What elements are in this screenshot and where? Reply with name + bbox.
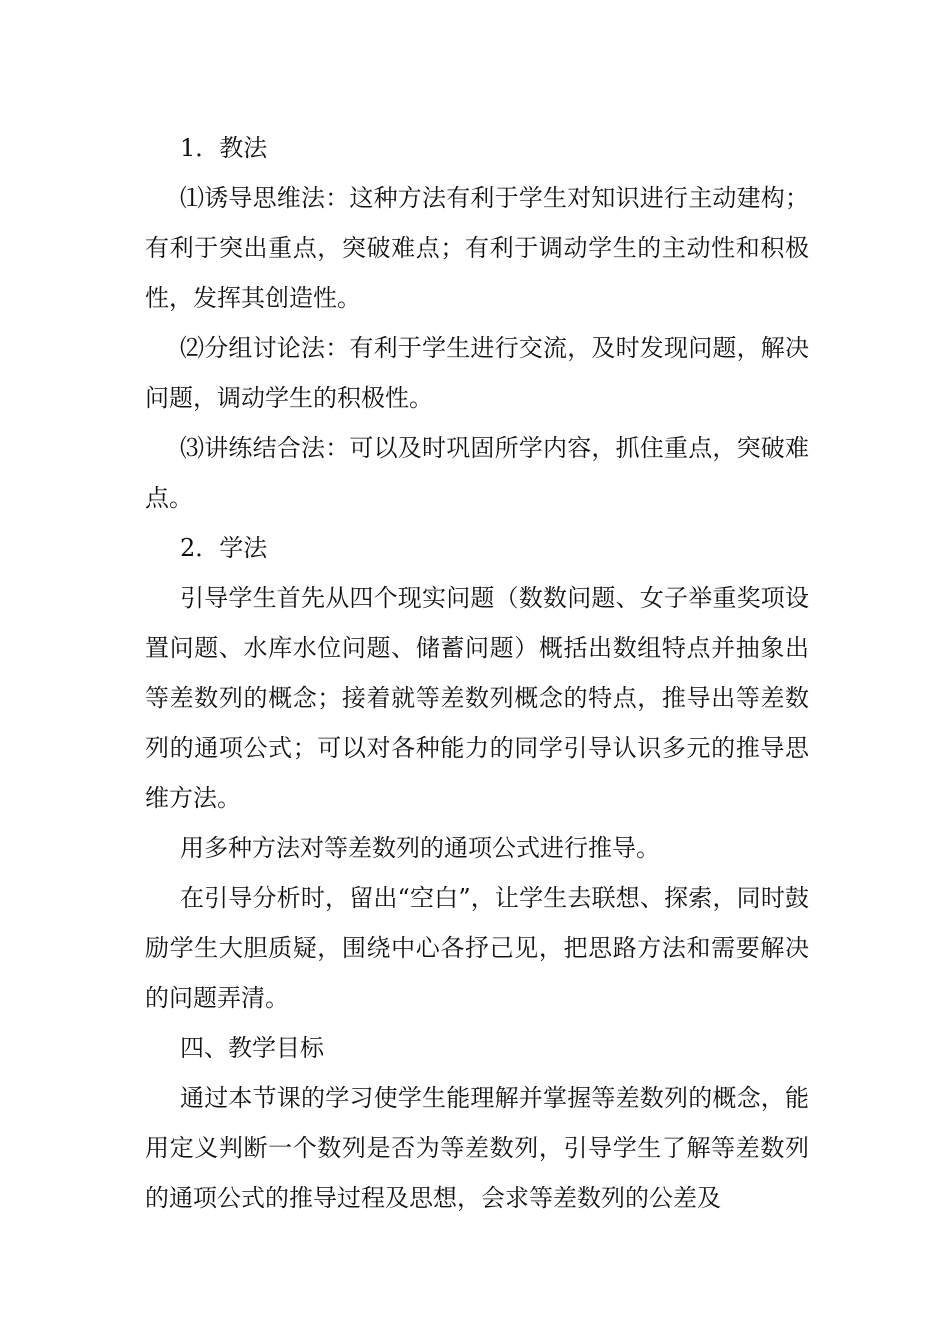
- heading-learning-method: 2．学法: [180, 534, 268, 562]
- paragraph-learning-method: 引导学生首先从四个现实问题（数数问题、女子举重奖项设置问题、水库水位问题、储蓄问题）概括出数组特点并抽象出等差数列的概念；接着就等差数列概念的特点，推导出等差数列的通项公式；可以对各种能力的同学引导认识多元的推导思维方法。: [145, 584, 809, 812]
- heading-teaching-method: 1．教法: [180, 134, 268, 162]
- paragraph-derivation: 用多种方法对等差数列的通项公式进行推导。: [180, 834, 660, 862]
- paragraph-group-discussion: ⑵分组讨论法：有利于学生进行交流，及时发现问题，解决问题，调动学生的积极性。: [145, 334, 809, 412]
- document-page: [145, 123, 809, 1223]
- paragraph-teaching-objectives: 通过本节课的学习使学生能理解并掌握等差数列的概念，能用定义判断一个数列是否为等差数列，引导学生了解等差数列的通项公式的推导过程及思想，会求等差数列的公差及: [145, 1084, 809, 1212]
- paragraph-practice-combination: ⑶讲练结合法：可以及时巩固所学内容，抓住重点，突破难点。: [145, 434, 809, 512]
- paragraph-guided-analysis: 在引导分析时，留出“空白”，让学生去联想、探索，同时鼓励学生大胆质疑，围绕中心各抒己见，把思路方法和需要解决的问题弄清。: [145, 884, 809, 1012]
- paragraph-guided-thinking: ⑴诱导思维法：这种方法有利于学生对知识进行主动建构；有利于突出重点，突破难点；有利于调动学生的主动性和积极性，发挥其创造性。: [145, 184, 809, 312]
- heading-teaching-objectives: 四、教学目标: [180, 1034, 324, 1062]
